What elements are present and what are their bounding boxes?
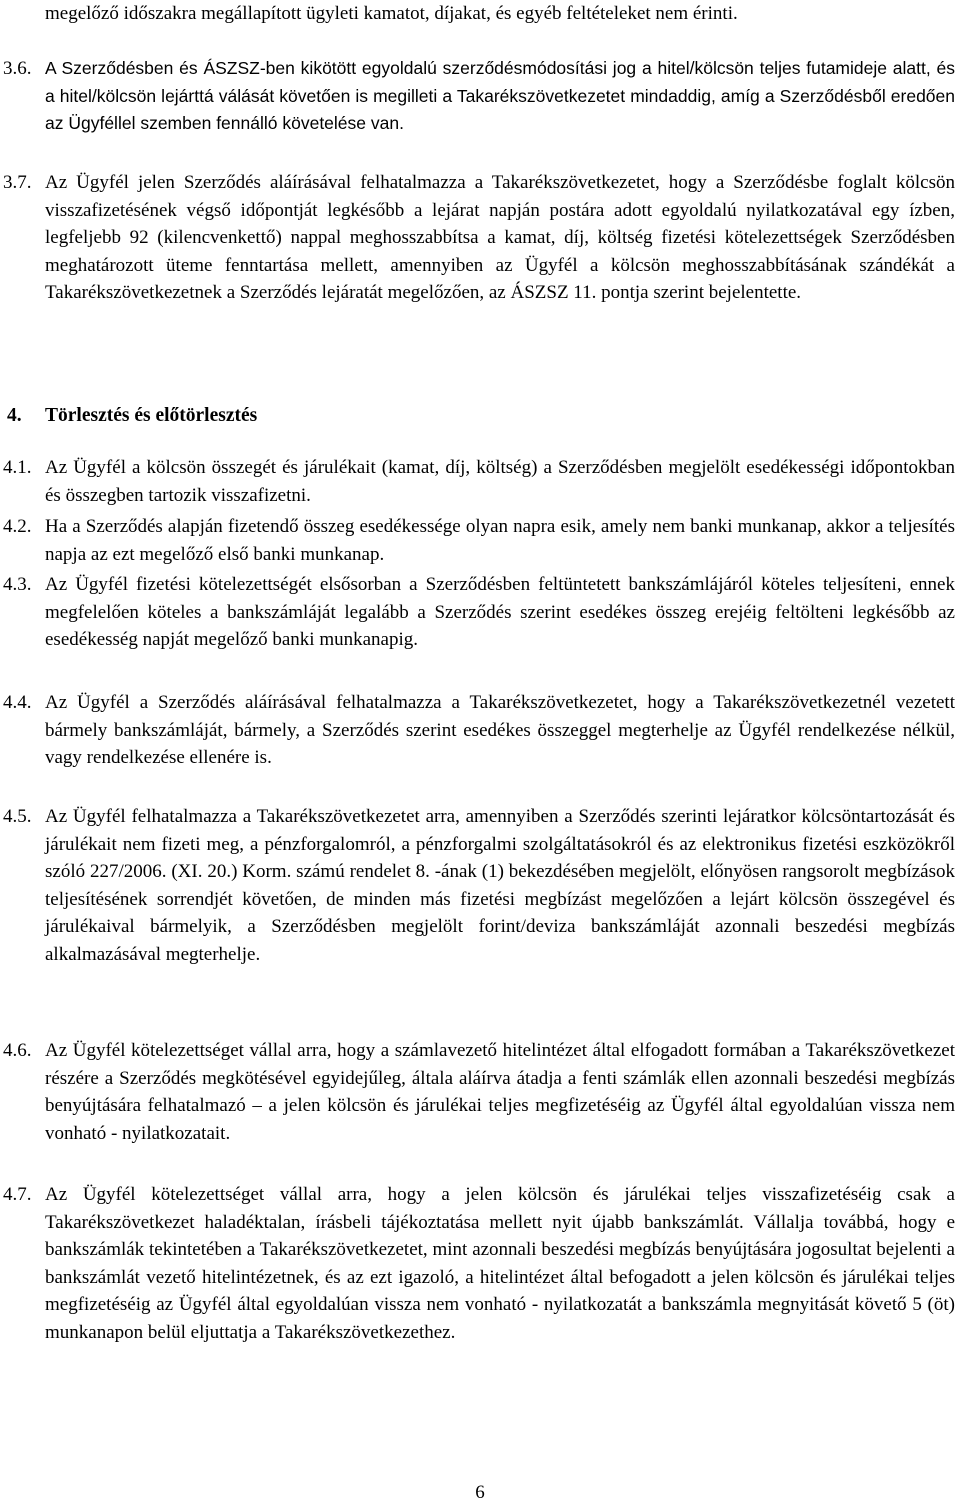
clause-number: 4.1. <box>3 457 32 478</box>
clause-text: Az Ügyfél a kölcsön összegét és járulékait (kamat, díj, költség) a Szerződésben megjelölt esedékességi időpontokban és összegben tartozik visszafizetni. <box>45 457 955 506</box>
clause-4-7 <box>0 1181 955 1346</box>
clause-3-6 <box>0 55 955 138</box>
clause-number: 4.5. <box>3 806 32 827</box>
clause-text: A Szerződésben és ÁSZSZ-ben kikötött egyoldalú szerződésmódosítási jog a hitel/kölcsön teljes futamideje alatt, és a hitel/kölcsön lejárttá válását követően is megilleti a Takarékszövetkezetet mindaddig, amíg a Szerződésből eredően az Ügyféllel szemben fennálló követelése van. <box>45 58 955 133</box>
clause-3-7 <box>0 169 955 307</box>
clause-text: Az Ügyfél fizetési kötelezettségét elsősorban a Szerződésben feltüntetett bankszámlájáról köteles teljesíteni, ennek megfelelően köteles a bankszámláját legalább a Szerződés szerint esedékes összeg erejéig feltölteni legkésőbb az esedékesség napját megelőző banki munkanapig. <box>45 574 955 650</box>
clause-text: Az Ügyfél kötelezettséget vállal arra, hogy a számlavezető hitelintézet által elfogadott formában a Takarékszövetkezet részére a Szerződés megkötésével egyidejűleg, általa aláírva átadja a fenti számlák ellen azonnali beszedési megbízás benyújtására felhatalmazó – a jelen kölcsön és járulékai teljes megfizetéséig az Ügyfél által egyoldalúan vissza nem vonható - nyilatkozatait. <box>45 1040 955 1144</box>
page-number: 6 <box>475 1482 485 1503</box>
clause-text: Az Ügyfél a Szerződés aláírásával felhatalmazza a Takarékszövetkezetet, hogy a Takarékszövetkezetnél vezetett bármely bankszámláját, bármely, a Szerződés szerint esedékes összeggel megterhelje az Ügyfél rendelkezése nélkül, vagy rendelkezése ellenére is. <box>45 692 955 768</box>
section-title: Törlesztés és előtörlesztés <box>45 405 258 426</box>
section-number: 4. <box>7 405 22 426</box>
clause-text: Az Ügyfél jelen Szerződés aláírásával felhatalmazza a Takarékszövetkezetet, hogy a Szerződésbe foglalt kölcsön visszafizetésének végső időpontját legkésőbb a lejárat napján postára adott egyoldalú nyilatkozatával egy ízben, legfeljebb 92 (kilencvenkettő) nappal meghosszabbítsa a kamat, díj, költség fizetési kötelezettségek Szerződésben meghatározott üteme fenntartása mellett, amennyiben az Ügyfél a kölcsön meghosszabbításának szándékát a Takarékszövetkezetnek a Szerződés lejáratát megelőzően, az ÁSZSZ 11. pontja szerint bejelentette. <box>45 172 955 303</box>
clause-number: 4.2. <box>3 516 32 537</box>
clause-text: Az Ügyfél felhatalmazza a Takarékszövetkezetet arra, amennyiben a Szerződés szerinti lejáratkor kölcsöntartozását és járulékait nem fizeti meg, a pénzforgalomról, a pénzforgalmi szolgáltatásokról és az elektronikus fizetési eszközökről szóló 227/2006. (XI. 20.) Korm. számú rendelet 8. -ának (1) bekezdésében megjelölt, előnyösen rangsorolt megbízások teljesítésének sorrendjét követően, de minden más fizetési megbízást megelőzően a lejárt kölcsön összegével és járulékaival bármelyik, a Szerződésben megjelölt forint/deviza bankszámláját azonnali beszedési megbízás alkalmazásával megterhelje. <box>45 806 955 965</box>
clause-number: 4.7. <box>3 1184 32 1205</box>
clause-4-5 <box>0 803 955 968</box>
clause-4-6 <box>0 1037 955 1147</box>
clause-number: 4.3. <box>3 574 32 595</box>
clause-4-2 <box>0 513 955 568</box>
clause-text: Az Ügyfél kötelezettséget vállal arra, hogy a jelen kölcsön és járulékai teljes visszafizetéséig csak a Takarékszövetkezet haladéktalan, írásbeli tájékoztatása mellett nyit újabb bankszámlát. Vállalja továbbá, hogy e bankszámlák tekintetében a Takarékszövetkezetet, mint azonnali beszedési megbízás benyújtására jogosultat bejelenti a bankszámlát vezető hitelintézetnek, és az ezt igazoló, a hitelintézet által befogadott a jelen kölcsön és járulékai teljes megfizetéséig az Ügyfél által egyoldalúan vissza nem vonható - nyilatkozatát a bankszámla megnyitását követő 5 (öt) munkanapon belül eljuttatja a Takarékszövetkezethez. <box>45 1184 955 1343</box>
clause-number: 3.7. <box>3 172 32 193</box>
clause-text: Ha a Szerződés alapján fizetendő összeg esedékessége olyan napra esik, amely nem banki munkanap, akkor a teljesítés napja az ezt megelőző első banki munkanap. <box>45 516 955 565</box>
clause-number: 3.6. <box>3 58 32 79</box>
section-heading <box>7 402 257 430</box>
clause-4-1 <box>0 454 955 509</box>
continuation-paragraph: megelőző időszakra megállapított ügyleti kamatot, díjakat, és egyéb feltételeket nem érinti. <box>45 3 738 24</box>
clause-4-3 <box>0 571 955 654</box>
clause-number: 4.6. <box>3 1040 32 1061</box>
clause-4-4 <box>0 689 955 772</box>
clause-number: 4.4. <box>3 692 32 713</box>
